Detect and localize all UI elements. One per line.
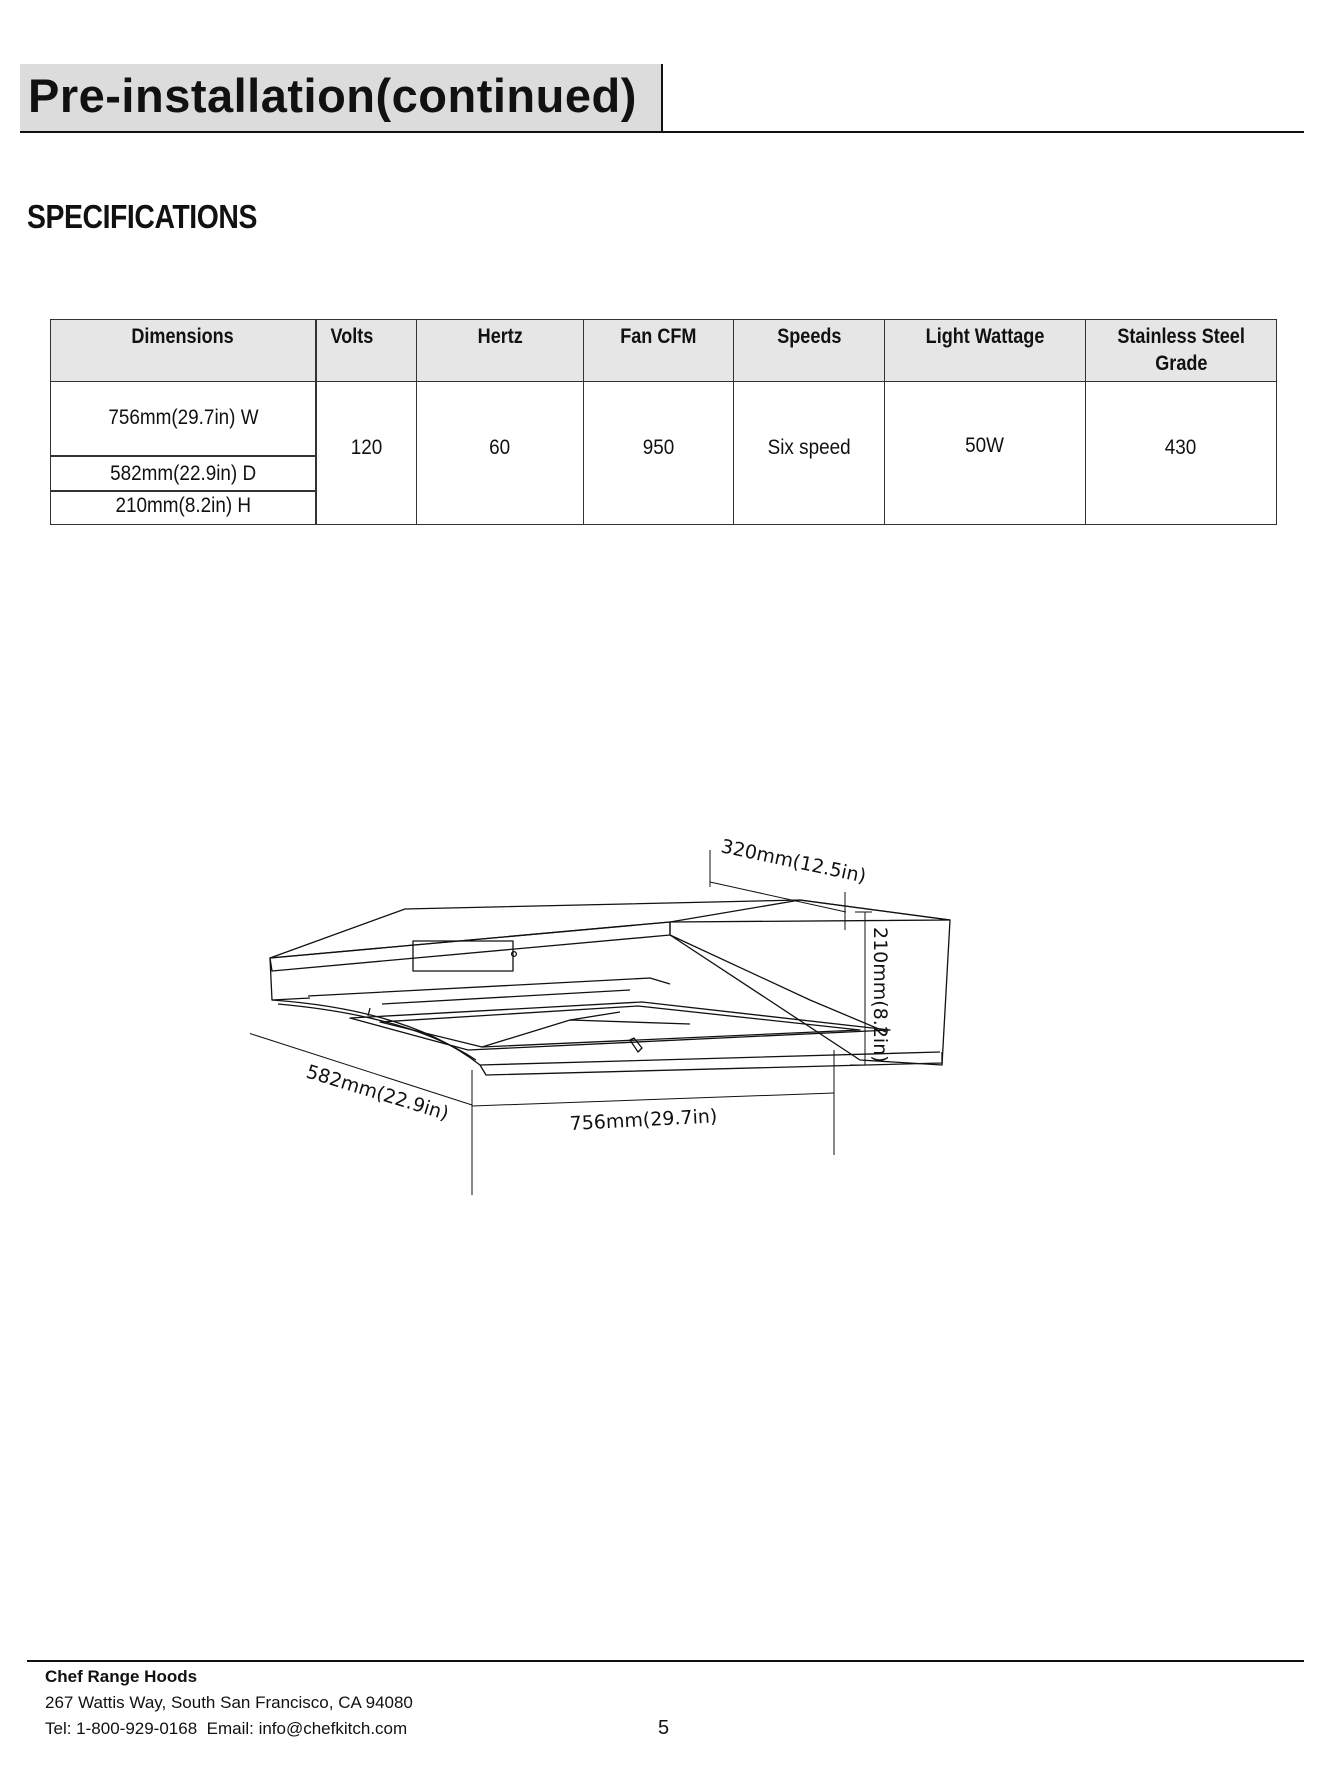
hertz-value: 60 <box>489 436 511 459</box>
hood-front-face <box>270 922 670 971</box>
header-label: Fan CFM <box>620 325 697 348</box>
header-label: Grade <box>1154 352 1208 375</box>
hertz-cell <box>416 381 584 525</box>
fan-cfm-value: 950 <box>642 436 675 459</box>
volts-value: 120 <box>350 436 383 459</box>
header-label: Speeds <box>776 325 842 348</box>
header-label: Light Wattage <box>925 325 1045 348</box>
fan-cfm-cell <box>583 381 734 525</box>
header-label: Stainless Steel <box>1117 325 1245 348</box>
dim-label-depth-bottom: 582mm(22.9in) <box>303 1060 452 1125</box>
dim-label-depth-top: 320mm(12.5in) <box>718 835 869 888</box>
header-cell-fan-cfm <box>583 319 734 382</box>
steel-grade-cell <box>1085 381 1277 525</box>
control-panel <box>413 941 513 971</box>
page-number: 5 <box>658 1717 670 1739</box>
specifications-table <box>50 319 1277 525</box>
hood-underside-frame <box>308 978 670 996</box>
footer-address: 267 Wattis Way, South San Francisco, CA 94080 <box>45 1693 413 1712</box>
footer-rule <box>27 1660 1304 1662</box>
header-cell-light-wattage <box>884 319 1086 382</box>
dim-label-width: 756mm(29.7in) <box>569 1105 718 1135</box>
dimension-divider <box>51 490 315 492</box>
page-title: Pre-installation(continued) <box>28 69 637 122</box>
hood-side-wall <box>670 900 950 1065</box>
range-hood-diagram <box>250 820 1020 1200</box>
header-cell-hertz <box>416 319 584 382</box>
steel-grade-value: 430 <box>1165 436 1197 459</box>
header-cell-steel-grade <box>1085 319 1277 382</box>
footer-company: Chef Range Hoods <box>45 1667 198 1686</box>
light-wattage-value: 50W <box>965 434 1005 457</box>
light-wattage-cell <box>884 381 1086 525</box>
section-title: SPECIFICATIONS <box>27 198 257 235</box>
volts-cell <box>316 381 417 525</box>
dim-label-height: 210mm(8.2in) <box>869 927 891 1063</box>
header-cell-dimensions <box>50 319 316 382</box>
control-knob-icon <box>512 952 517 957</box>
dimension-width: 756mm(29.7in) W <box>107 406 259 429</box>
footer-contact: Tel: 1-800-929-0168 Email: info@chefkitch.com <box>45 1719 408 1738</box>
header-divider <box>661 64 663 132</box>
hood-left-side <box>270 958 310 1000</box>
header-label: Hertz <box>477 325 523 348</box>
header-cell-volts <box>316 319 417 382</box>
dimensions-cell <box>50 381 316 525</box>
speeds-cell <box>733 381 885 525</box>
header-label: Dimensions <box>131 325 235 348</box>
dimension-divider <box>51 455 315 457</box>
dimension-height: 210mm(8.2in) H <box>115 494 251 517</box>
speeds-value: Six speed <box>767 436 851 459</box>
header-cell-speeds <box>733 319 885 382</box>
header-rule <box>20 131 1304 133</box>
header-label: Volts <box>330 325 374 348</box>
dimension-depth: 582mm(22.9in) D <box>109 462 256 485</box>
